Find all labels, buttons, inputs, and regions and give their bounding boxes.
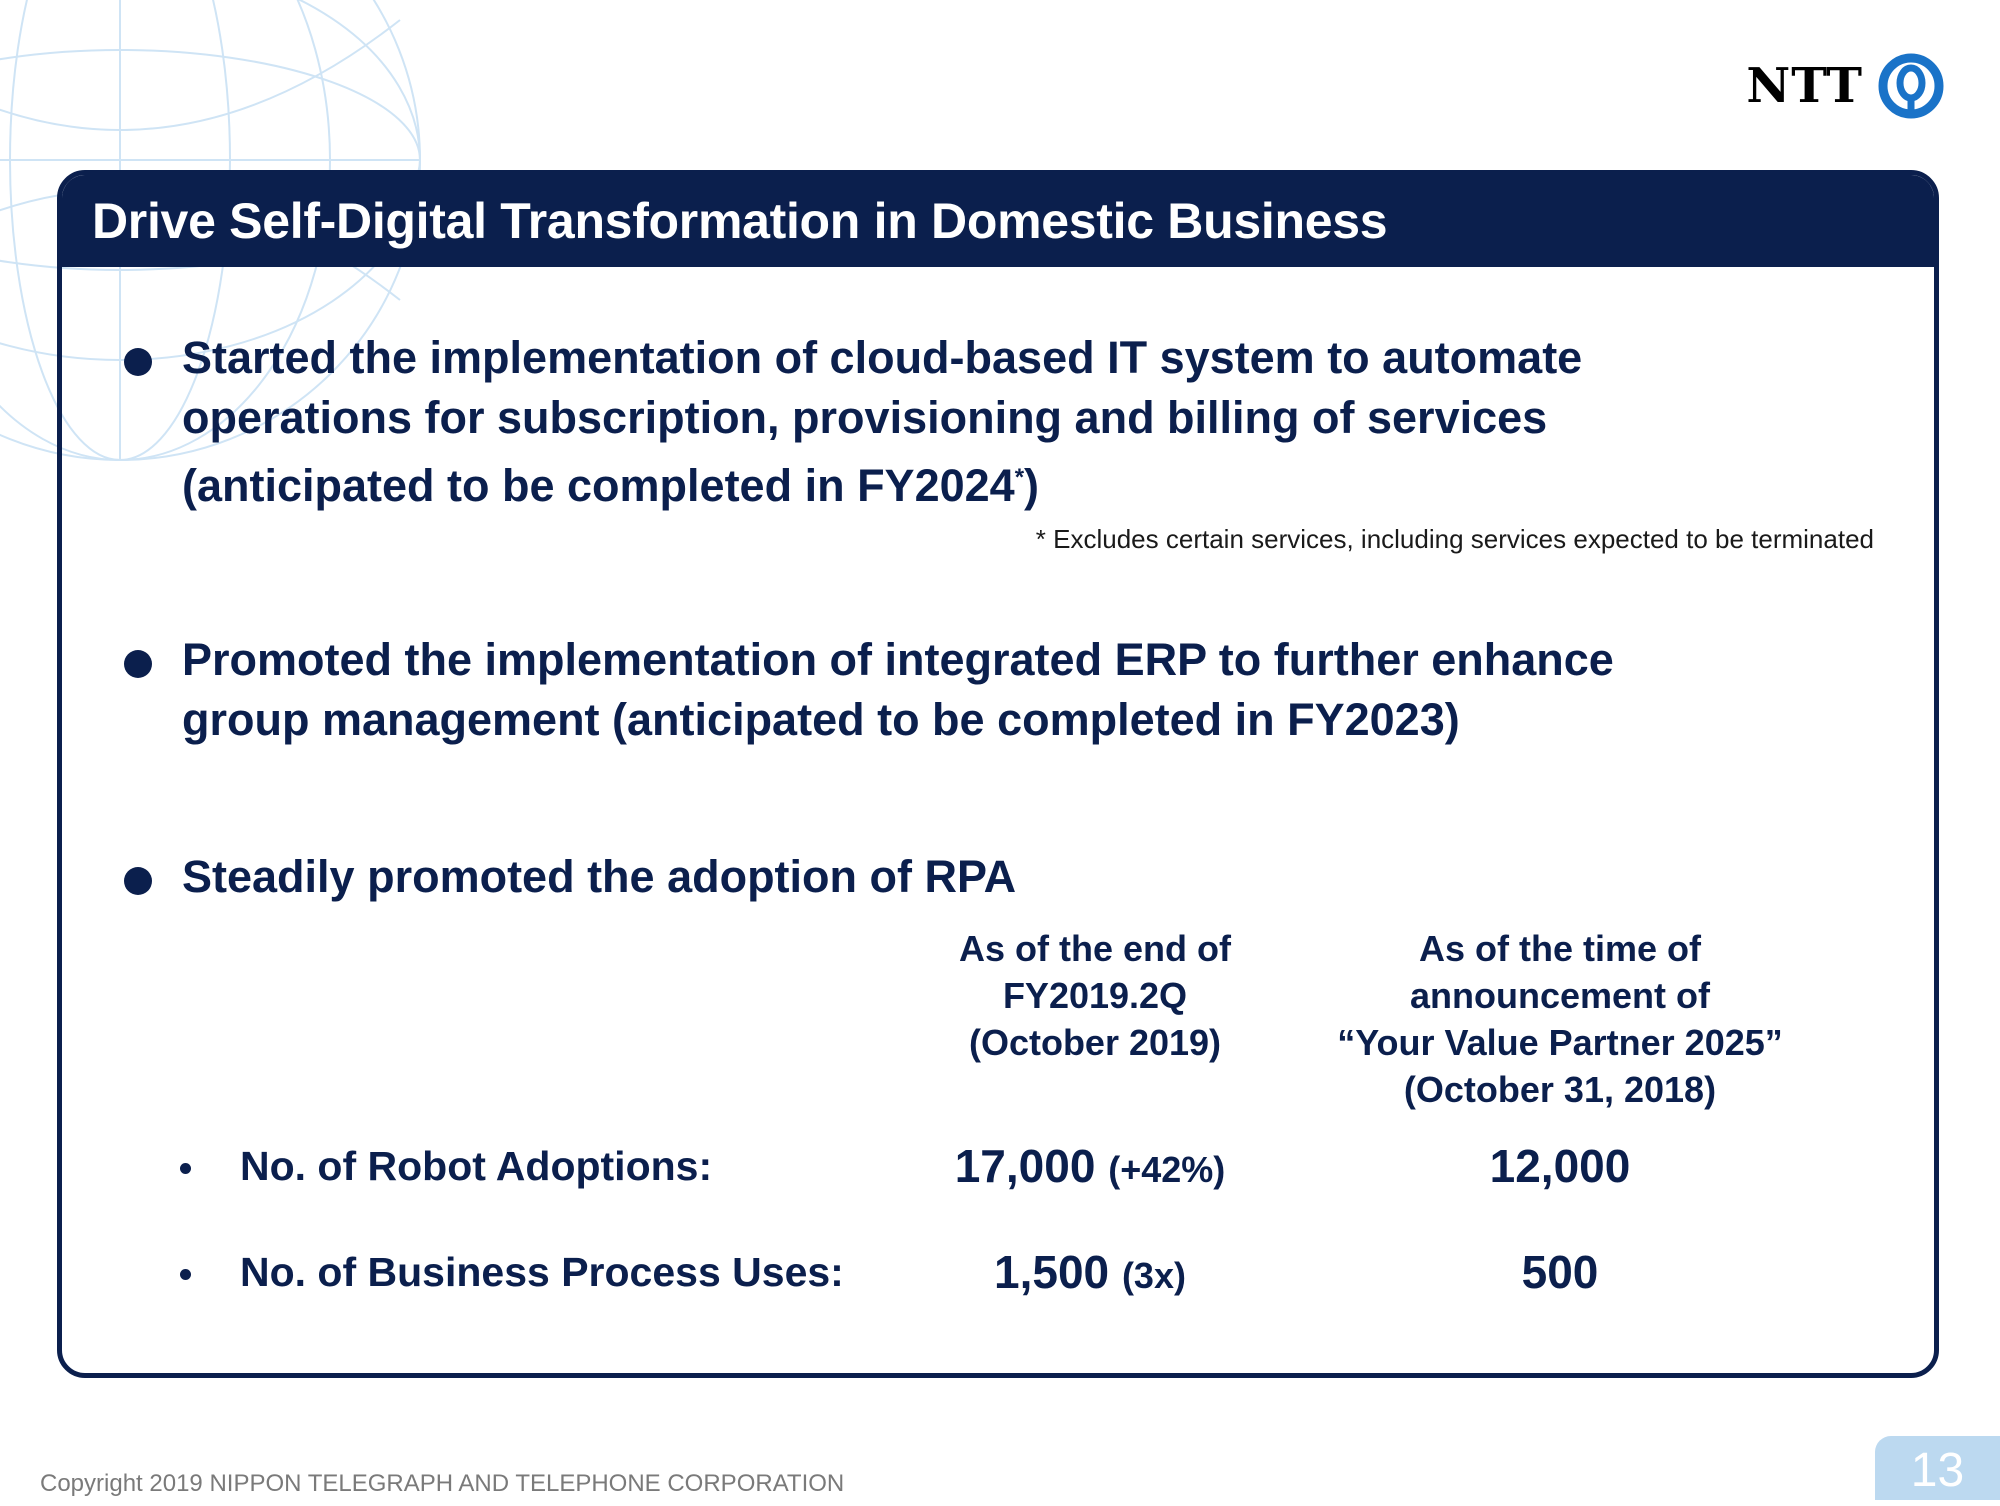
copyright: Copyright 2019 NIPPON TELEGRAPH AND TELEPHONE CORPORATION [40, 1470, 845, 1497]
bullet-line-text: (anticipated to be completed in FY2024 [182, 460, 1015, 511]
footnote-marker: * [1014, 464, 1025, 491]
sub-bullet-dot [180, 1163, 191, 1174]
column-header-announcement [1300, 925, 1820, 1113]
header-line: FY2019.2Q [1002, 975, 1188, 1016]
footnote: * Excludes certain services, including services expected to be terminated [1035, 524, 1874, 554]
ntt-swirl-icon [1877, 52, 1945, 120]
ntt-logo [1746, 52, 1945, 120]
table-row [180, 1242, 1780, 1302]
row-value-current [890, 1242, 1290, 1306]
sub-bullet-dot [180, 1269, 191, 1280]
value: 17,000 [954, 1140, 1096, 1192]
bullet-line: group management (anticipated to be completed in FY2023) [182, 694, 1460, 745]
panel-title: Drive Self-Digital Transformation in Domestic Business [62, 175, 1934, 267]
row-value-current [890, 1136, 1290, 1200]
bullet-line [182, 448, 1582, 516]
header-line: As of the end of [959, 928, 1231, 969]
table-row [180, 1136, 1780, 1196]
row-label: No. of Business Process Uses: [240, 1249, 844, 1295]
header-line: (October 31, 2018) [1403, 1069, 1717, 1110]
bullet-line: Started the implementation of cloud-based IT system to automate [182, 332, 1583, 383]
bullet-line: Steadily promoted the adoption of RPA [182, 851, 1017, 902]
bullet-rpa [124, 847, 1884, 907]
bullet-line: operations for subscription, provisioning and billing of services [182, 392, 1548, 443]
bullet-dot [124, 650, 152, 678]
value: 1,500 [994, 1246, 1110, 1298]
row-value-previous: 12,000 [1489, 1140, 1631, 1192]
bullet-cloud-it [124, 328, 1884, 516]
change: (+42%) [1108, 1149, 1226, 1190]
header-line: “Your Value Partner 2025” [1337, 1022, 1783, 1063]
bullet-line: Promoted the implementation of integrated ERP to further enhance [182, 634, 1614, 685]
row-label: No. of Robot Adoptions: [240, 1143, 713, 1189]
header-line: announcement of [1409, 975, 1710, 1016]
bullet-line-text: ) [1024, 460, 1040, 511]
bullet-dot [124, 867, 152, 895]
header-line: As of the time of [1418, 928, 1701, 969]
bullet-erp [124, 630, 1884, 750]
row-value-previous: 500 [1521, 1246, 1599, 1298]
bullet-dot [124, 348, 152, 376]
page-number: 13 [1875, 1436, 2000, 1500]
logo-text: NTT [1746, 58, 1863, 114]
change: (3x) [1121, 1255, 1186, 1296]
header-line: (October 2019) [968, 1022, 1222, 1063]
column-header-fy2019 [890, 925, 1300, 1066]
